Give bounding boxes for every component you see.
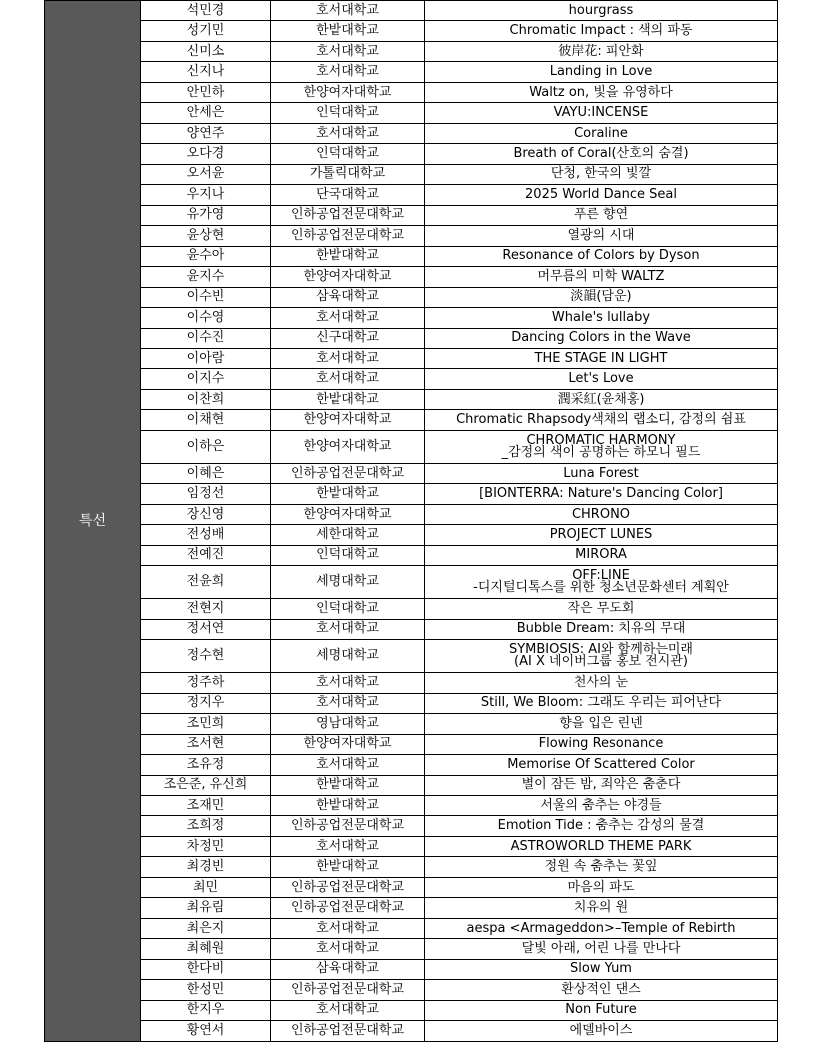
name-cell: 윤상현 (141, 226, 271, 246)
school-cell: 인덕대학교 (271, 144, 425, 164)
title-cell: 潤采紅(윤채홍) (425, 389, 778, 409)
school-cell: 삼육대학교 (271, 287, 425, 307)
school-cell: 인하공업전문대학교 (271, 877, 425, 897)
name-cell: 이수영 (141, 308, 271, 328)
name-cell: 조희정 (141, 816, 271, 836)
table-row (45, 939, 778, 959)
name-cell: 이혜은 (141, 463, 271, 483)
name-cell: 윤지수 (141, 267, 271, 287)
name-cell: 조서현 (141, 734, 271, 754)
name-cell: 정지우 (141, 693, 271, 713)
table-row (45, 328, 778, 348)
school-cell: 호서대학교 (271, 41, 425, 61)
title-cell: 향을 입은 린넨 (425, 714, 778, 734)
title-cell: 치유의 원 (425, 898, 778, 918)
title-cell: Landing in Love (425, 62, 778, 82)
school-cell: 한밭대학교 (271, 484, 425, 504)
title-cell: 에델바이스 (425, 1021, 778, 1042)
title-cell: 서울의 춤추는 야경들 (425, 795, 778, 815)
name-cell: 신미소 (141, 41, 271, 61)
title-cell: MIRORA (425, 545, 778, 565)
name-cell: 이아람 (141, 348, 271, 368)
table-row (45, 144, 778, 164)
school-cell: 인하공업전문대학교 (271, 226, 425, 246)
title-cell: Non Future (425, 1000, 778, 1020)
table-row (45, 389, 778, 409)
title-cell: Bubble Dream: 치유의 무대 (425, 619, 778, 639)
title-cell: VAYU:INCENSE (425, 103, 778, 123)
name-cell: 우지나 (141, 185, 271, 205)
school-cell: 호서대학교 (271, 619, 425, 639)
title-cell: Flowing Resonance (425, 734, 778, 754)
table-row (45, 673, 778, 693)
table-row (45, 82, 778, 102)
table-row (45, 484, 778, 504)
table-row (45, 246, 778, 266)
school-cell: 한양여자대학교 (271, 734, 425, 754)
school-cell: 한양여자대학교 (271, 410, 425, 430)
name-cell: 최경빈 (141, 857, 271, 877)
school-cell: 한양여자대학교 (271, 82, 425, 102)
name-cell: 정수현 (141, 640, 271, 673)
table-row (45, 430, 778, 463)
title-cell: Let's Love (425, 369, 778, 389)
name-cell: 이수진 (141, 328, 271, 348)
table-row (45, 185, 778, 205)
table-row (45, 545, 778, 565)
table-row (45, 41, 778, 61)
table-row (45, 267, 778, 287)
school-cell: 한양여자대학교 (271, 430, 425, 463)
title-line-2: -디지털디톡스를 위한 청소년문화센터 계획안 (473, 580, 729, 596)
title-line-1: CHROMATIC HARMONY (526, 432, 676, 448)
school-cell: 호서대학교 (271, 939, 425, 959)
table-row (45, 287, 778, 307)
table-row (45, 205, 778, 225)
table-row (45, 308, 778, 328)
award-list-body (45, 1, 778, 1042)
title-line-2: _감정의 색이 공명하는 하모니 필드 (501, 444, 701, 460)
title-cell: 달빛 아래, 어린 나를 만나다 (425, 939, 778, 959)
name-cell: 유가영 (141, 205, 271, 225)
title-cell: Coraline (425, 123, 778, 143)
title-line-1: SYMBIOSIS: AI와 함께하는미래 (508, 642, 693, 658)
school-cell: 인하공업전문대학교 (271, 463, 425, 483)
name-cell: 성기민 (141, 21, 271, 41)
table-row (45, 504, 778, 524)
name-cell: 신지나 (141, 62, 271, 82)
table-row (45, 463, 778, 483)
school-cell: 호서대학교 (271, 348, 425, 368)
name-cell: 정서연 (141, 619, 271, 639)
title-cell: Whale's lullaby (425, 308, 778, 328)
school-cell: 인덕대학교 (271, 103, 425, 123)
school-cell: 신구대학교 (271, 328, 425, 348)
school-cell: 인덕대학교 (271, 545, 425, 565)
school-cell: 한양여자대학교 (271, 267, 425, 287)
name-cell: 임정선 (141, 484, 271, 504)
name-cell: 조재민 (141, 795, 271, 815)
table-row (45, 21, 778, 41)
name-cell: 이채현 (141, 410, 271, 430)
table-row (45, 226, 778, 246)
award-list-table (44, 0, 778, 1042)
table-row (45, 836, 778, 856)
title-cell: Chromatic Impact : 색의 파동 (425, 21, 778, 41)
school-cell: 호서대학교 (271, 1, 425, 21)
category-label: 특선 (78, 513, 107, 529)
name-cell: 최민 (141, 877, 271, 897)
school-cell: 한양여자대학교 (271, 504, 425, 524)
name-cell: 안세은 (141, 103, 271, 123)
table-row (45, 775, 778, 795)
name-cell: 이찬희 (141, 389, 271, 409)
school-cell: 한밭대학교 (271, 246, 425, 266)
name-cell: 장신영 (141, 504, 271, 524)
school-cell: 단국대학교 (271, 185, 425, 205)
title-cell: 정원 속 춤추는 꽃잎 (425, 857, 778, 877)
title-cell: Waltz on, 빛을 유영하다 (425, 82, 778, 102)
name-cell: 한다비 (141, 959, 271, 979)
title-cell (425, 566, 778, 599)
school-cell: 호서대학교 (271, 62, 425, 82)
name-cell: 전윤희 (141, 566, 271, 599)
title-cell: Slow Yum (425, 959, 778, 979)
table-row (45, 816, 778, 836)
name-cell: 전현지 (141, 599, 271, 619)
title-cell: CHRONO (425, 504, 778, 524)
table-row (45, 877, 778, 897)
school-cell: 인하공업전문대학교 (271, 980, 425, 1000)
name-cell: 석민경 (141, 1, 271, 21)
category-cell (45, 1, 141, 1042)
table-row (45, 693, 778, 713)
title-cell: Chromatic Rhapsody색채의 랩소디, 감정의 쉼표 (425, 410, 778, 430)
table-row (45, 410, 778, 430)
title-cell: PROJECT LUNES (425, 525, 778, 545)
name-cell: 오다경 (141, 144, 271, 164)
school-cell: 인덕대학교 (271, 599, 425, 619)
table-row (45, 959, 778, 979)
table-row (45, 714, 778, 734)
name-cell: 황연서 (141, 1021, 271, 1042)
table-row (45, 348, 778, 368)
title-cell: aespa <Armageddon>–Temple of Rebirth (425, 918, 778, 938)
title-cell: 환상적인 댄스 (425, 980, 778, 1000)
title-cell: Dancing Colors in the Wave (425, 328, 778, 348)
school-cell: 호서대학교 (271, 918, 425, 938)
school-cell: 한밭대학교 (271, 21, 425, 41)
name-cell: 이하은 (141, 430, 271, 463)
school-cell: 삼육대학교 (271, 959, 425, 979)
table-row (45, 640, 778, 673)
school-cell: 한밭대학교 (271, 857, 425, 877)
table-row (45, 898, 778, 918)
table-row (45, 566, 778, 599)
name-cell: 안민하 (141, 82, 271, 102)
table-row (45, 369, 778, 389)
name-cell: 전성배 (141, 525, 271, 545)
table-row (45, 123, 778, 143)
name-cell: 전예진 (141, 545, 271, 565)
name-cell: 조은준, 유신희 (141, 775, 271, 795)
title-cell: 마음의 파도 (425, 877, 778, 897)
title-cell: Luna Forest (425, 463, 778, 483)
school-cell: 호서대학교 (271, 755, 425, 775)
title-cell: ASTROWORLD THEME PARK (425, 836, 778, 856)
table-row (45, 525, 778, 545)
title-cell: 천사의 눈 (425, 673, 778, 693)
name-cell: 차정민 (141, 836, 271, 856)
table-row (45, 62, 778, 82)
school-cell: 영남대학교 (271, 714, 425, 734)
name-cell: 최혜원 (141, 939, 271, 959)
school-cell: 호서대학교 (271, 673, 425, 693)
name-cell: 조유정 (141, 755, 271, 775)
table-row (45, 599, 778, 619)
name-cell: 윤수아 (141, 246, 271, 266)
table-row (45, 103, 778, 123)
title-cell: Emotion Tide : 춤추는 감성의 물결 (425, 816, 778, 836)
school-cell: 호서대학교 (271, 836, 425, 856)
title-cell: 단청, 한국의 빛깔 (425, 164, 778, 184)
name-cell: 한지우 (141, 1000, 271, 1020)
title-cell: Memorise Of Scattered Color (425, 755, 778, 775)
title-cell: Still, We Bloom: 그래도 우리는 피어난다 (425, 693, 778, 713)
title-cell: [BIONTERRA: Nature's Dancing Color] (425, 484, 778, 504)
title-cell: THE STAGE IN LIGHT (425, 348, 778, 368)
name-cell: 최유림 (141, 898, 271, 918)
table-row (45, 1, 778, 21)
school-cell: 인하공업전문대학교 (271, 898, 425, 918)
title-cell: hourgrass (425, 1, 778, 21)
school-cell: 세한대학교 (271, 525, 425, 545)
title-cell (425, 430, 778, 463)
table-row (45, 980, 778, 1000)
school-cell: 호서대학교 (271, 369, 425, 389)
school-cell: 호서대학교 (271, 308, 425, 328)
school-cell: 한밭대학교 (271, 775, 425, 795)
title-cell: 별이 잠든 밤, 죄악은 춤춘다 (425, 775, 778, 795)
name-cell: 최은지 (141, 918, 271, 938)
title-cell: 2025 World Dance Seal (425, 185, 778, 205)
title-cell: 푸른 향연 (425, 205, 778, 225)
title-cell: 淡韻(담운) (425, 287, 778, 307)
school-cell: 세명대학교 (271, 566, 425, 599)
table-row (45, 795, 778, 815)
title-cell: 머무름의 미학 WALTZ (425, 267, 778, 287)
school-cell: 인하공업전문대학교 (271, 816, 425, 836)
school-cell: 호서대학교 (271, 1000, 425, 1020)
title-cell: 작은 무도회 (425, 599, 778, 619)
title-line-1: OFF:LINE (572, 568, 630, 584)
table-row (45, 164, 778, 184)
title-cell: 彼岸花: 피안화 (425, 41, 778, 61)
name-cell: 조민희 (141, 714, 271, 734)
title-cell: Resonance of Colors by Dyson (425, 246, 778, 266)
school-cell: 호서대학교 (271, 693, 425, 713)
school-cell: 한밭대학교 (271, 389, 425, 409)
name-cell: 정주하 (141, 673, 271, 693)
title-line-2: (AI X 네이버그룹 홍보 전시관) (514, 654, 688, 670)
title-cell: Breath of Coral(산호의 숨결) (425, 144, 778, 164)
school-cell: 가톨릭대학교 (271, 164, 425, 184)
name-cell: 오서윤 (141, 164, 271, 184)
school-cell: 인하공업전문대학교 (271, 1021, 425, 1042)
school-cell: 한밭대학교 (271, 795, 425, 815)
title-cell (425, 640, 778, 673)
school-cell: 세명대학교 (271, 640, 425, 673)
school-cell: 인하공업전문대학교 (271, 205, 425, 225)
title-cell: 열광의 시대 (425, 226, 778, 246)
name-cell: 한성민 (141, 980, 271, 1000)
name-cell: 이지수 (141, 369, 271, 389)
school-cell: 호서대학교 (271, 123, 425, 143)
table-row (45, 918, 778, 938)
table-row (45, 619, 778, 639)
table-row (45, 734, 778, 754)
table-row (45, 1021, 778, 1042)
name-cell: 양연주 (141, 123, 271, 143)
table-row (45, 857, 778, 877)
table-row (45, 755, 778, 775)
name-cell: 이수빈 (141, 287, 271, 307)
table-row (45, 1000, 778, 1020)
